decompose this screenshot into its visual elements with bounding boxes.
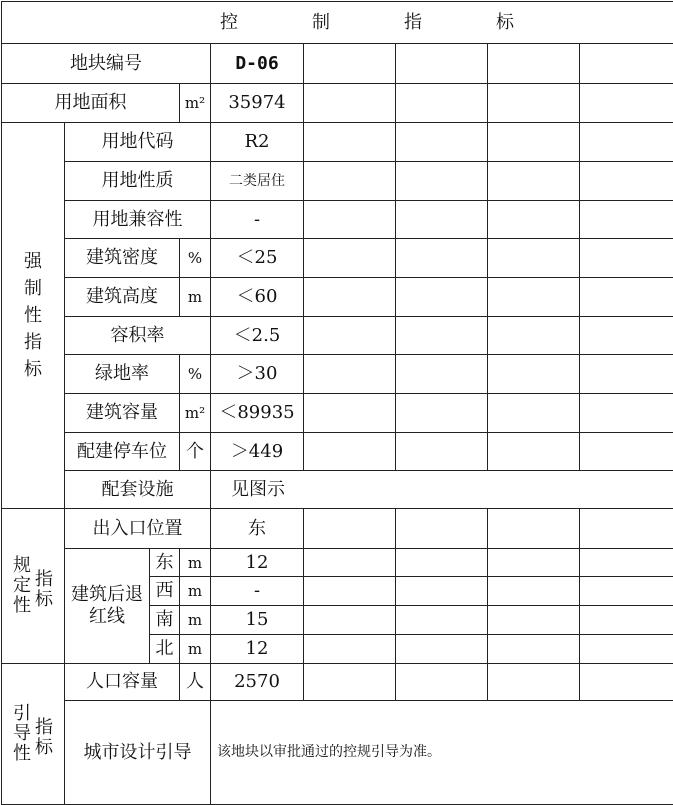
parking-label: 配建停车位 [65, 433, 180, 471]
setback-direction: 东 [150, 549, 180, 577]
mandatory-group-label: 强制性指标 [2, 123, 65, 509]
compatibility-label: 用地兼容性 [65, 201, 211, 239]
title-row [2, 2, 673, 44]
setback-direction: 北 [150, 635, 180, 664]
entrance-value: 东 [211, 509, 304, 549]
entrance-row [2, 509, 673, 549]
mandatory-row [2, 123, 673, 162]
block-number-row [2, 44, 673, 84]
setback-unit: m [180, 549, 211, 577]
facilities-value: 见图示 [211, 471, 673, 509]
population-unit: 人 [180, 664, 211, 701]
setback-value: 15 [211, 606, 304, 635]
setback-direction: 南 [150, 606, 180, 635]
setback-direction: 西 [150, 577, 180, 606]
mandatory-row [2, 201, 673, 239]
height-unit: m [180, 278, 211, 317]
far-label: 容积率 [65, 317, 211, 355]
setback-unit: m [180, 577, 211, 606]
land-area-value: 35974 [211, 84, 304, 123]
mandatory-row [2, 162, 673, 201]
facilities-label: 配套设施 [65, 471, 211, 509]
mandatory-row [2, 355, 673, 394]
height-label: 建筑高度 [65, 278, 180, 317]
green-ratio-label: 绿地率 [65, 355, 180, 394]
green-ratio-unit: % [180, 355, 211, 394]
density-label: 建筑密度 [65, 239, 180, 278]
parking-value: ＞449 [211, 433, 304, 471]
land-area-label: 用地面积 [2, 84, 180, 123]
height-value: ＜60 [211, 278, 304, 317]
urban-design-label: 城市设计引导 [65, 701, 211, 805]
building-capacity-unit: m² [180, 394, 211, 433]
population-row [2, 664, 673, 701]
population-label: 人口容量 [65, 664, 180, 701]
land-area-unit: m² [180, 84, 211, 123]
setback-unit: m [180, 606, 211, 635]
mandatory-row [2, 471, 673, 509]
urban-design-value: 该地块以审批通过的控规引导为准。 [211, 701, 673, 805]
table-title: 控 制 指 标 [2, 2, 673, 44]
entrance-label: 出入口位置 [65, 509, 211, 549]
setback-value: - [211, 577, 304, 606]
land-code-value: R2 [211, 123, 304, 162]
building-capacity-value: ＜89935 [211, 394, 304, 433]
regulatory-group-label: 指标 规定性 [2, 509, 65, 664]
parking-unit: 个 [180, 433, 211, 471]
building-capacity-label: 建筑容量 [65, 394, 180, 433]
control-index-table [1, 1, 673, 805]
setback-label: 建筑后退红线 [65, 549, 150, 664]
setback-value: 12 [211, 549, 304, 577]
urban-design-row [2, 701, 673, 805]
setback-value: 12 [211, 635, 304, 664]
land-use-value: 二类居住 [211, 162, 304, 201]
block-number-label: 地块编号 [2, 44, 211, 84]
mandatory-row [2, 239, 673, 278]
land-code-label: 用地代码 [65, 123, 211, 162]
land-use-label: 用地性质 [65, 162, 211, 201]
guidance-group-label: 指标 引导性 [2, 664, 65, 805]
population-value: 2570 [211, 664, 304, 701]
green-ratio-value: ＞30 [211, 355, 304, 394]
compatibility-value: - [211, 201, 304, 239]
block-number-value: D-06 [211, 44, 304, 84]
mandatory-row [2, 317, 673, 355]
setback-row [2, 549, 673, 577]
setback-unit: m [180, 635, 211, 664]
mandatory-row [2, 433, 673, 471]
density-unit: % [180, 239, 211, 278]
mandatory-row [2, 278, 673, 317]
land-area-row [2, 84, 673, 123]
far-value: ＜2.5 [211, 317, 304, 355]
density-value: ＜25 [211, 239, 304, 278]
mandatory-row [2, 394, 673, 433]
